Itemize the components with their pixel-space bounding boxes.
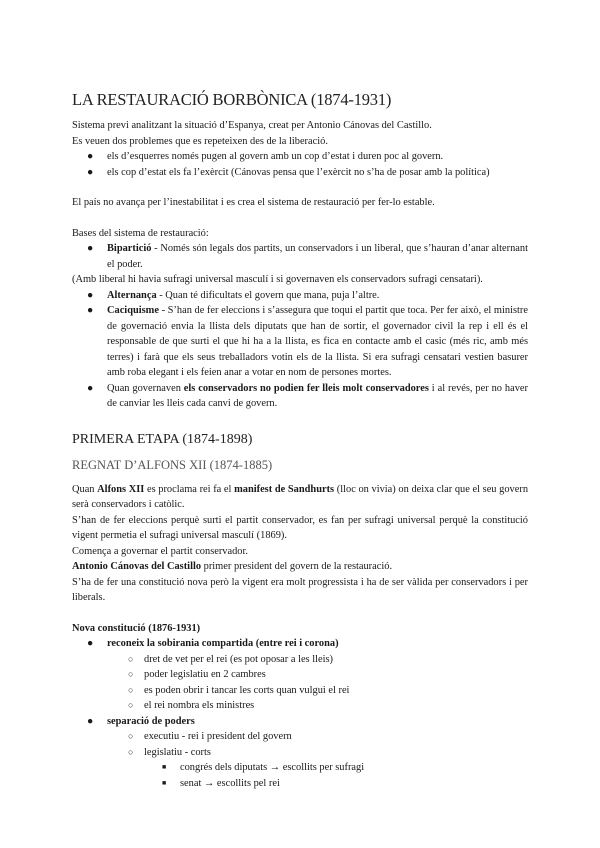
- bases-list: [72, 241, 528, 272]
- bullet-icon: ●: [87, 243, 94, 254]
- alfons-paragraph: Quan Alfons XII es proclama rei fa el manifest de Sandhurts (lloc on vivia) on deixa clar que el seu govern serà conservadors i catòlic.: [72, 483, 529, 510]
- elections-paragraph: S’han de fer eleccions perquè surti el partit conservador, es fan per sufragi universal perquè la constitució vigent permetia el sufragi universal masculí (1869).: [72, 514, 528, 541]
- instability-paragraph: El país no avança per l’inestabilitat i es crea el sistema de restauració per fer-lo estable.: [72, 197, 435, 208]
- subsection-title: REGNAT D’ALFONS XII (1874-1885): [72, 457, 273, 472]
- list-item-bipartidisme: ● Bipartició - Només són legals dos partits, un conservadors i un liberal, que s’hauran d’anar alternant el poder.: [87, 243, 528, 270]
- circle-bullet-icon: ○: [128, 669, 134, 679]
- circle-bullet-icon: ○: [128, 731, 134, 741]
- list-item: ○ executiu - rei i president del govern: [72, 729, 528, 745]
- nova-constitucio-heading: Nova constitució (1876-1931): [72, 622, 201, 634]
- document-page: [72, 90, 528, 791]
- square-bullet-icon: ■: [162, 763, 167, 771]
- list-item: ● els d’esquerres només pugen al govern amb un cop d’estat i duren poc al govern.: [72, 149, 528, 165]
- list-item-separacio: ● separació de poders: [72, 714, 528, 730]
- bullet-icon: ●: [87, 305, 94, 316]
- intro-line-1: Sistema previ analitzant la situació d’Espanya, creat per Antonio Cánovas del Castillo.: [72, 120, 432, 131]
- bullet-icon: ●: [87, 715, 94, 727]
- comenca-paragraph: Comença a governar el partit conservador.: [72, 545, 248, 557]
- circle-bullet-icon: ○: [128, 700, 134, 710]
- liberal-note: (Amb liberal hi havia sufragi universal masculí i si governaven els conservadors sufragi censatari).: [72, 274, 483, 285]
- bullet-icon: ●: [87, 166, 94, 178]
- list-item: ○ el rei nombra els ministres: [72, 698, 528, 714]
- circle-bullet-icon: ○: [128, 684, 134, 695]
- intro-line-2: Es veuen dos problemes que es repeteixen des de la liberació.: [72, 135, 328, 147]
- list-item: ■ congrés dels diputats → escollits per sufragi: [72, 760, 528, 776]
- canovas-paragraph: Antonio Cánovas del Castillo primer president del govern de la restauració.: [72, 561, 393, 572]
- list-item-caciquisme: ● Caciquisme - S’han de fer eleccions i s’assegura que toqui el partit que toca. Per fer això, el ministre de governació envia la llista dels diputats que han de sortir, el governador civil la rep i ell és el responsable de que surti el que hi ha a la llista, es fica en contacte amb el casic (més ric, amb més terres) i farà que els seus treballadors votin els de la llista. Si era sufragi censatari vestien basurer amb roba elegant i els feien anar a votar en nom de persones mortes.: [87, 305, 528, 378]
- circle-bullet-icon: ○: [128, 746, 134, 757]
- list-item: ○ dret de vet per el rei (es pot oposar a les lleis): [72, 652, 528, 668]
- list-item-conservadors: ● Quan governaven els conservadors no podien fer lleis molt conservadores i al revés, per no haver de canviar les lleis cada canvi de govern.: [87, 382, 528, 409]
- section-title: PRIMERA ETAPA (1874-1898): [72, 431, 253, 447]
- list-item: ○ es poden obrir i tancar les corts quan vulgui el rei: [72, 683, 528, 699]
- bullet-icon: ●: [87, 151, 94, 162]
- bullet-icon: ●: [87, 382, 94, 394]
- bullet-icon: ●: [87, 289, 94, 301]
- square-bullet-icon: ■: [162, 778, 167, 787]
- page-title: LA RESTAURACIÓ BORBÒNICA (1874-1931): [72, 90, 392, 109]
- list-item: ○ poder legislatiu en 2 cambres: [72, 667, 528, 683]
- list-item: ○ legislatiu - corts: [72, 745, 528, 761]
- bullet-icon: ●: [87, 638, 94, 649]
- bases-list-2: [72, 288, 528, 412]
- constitucio-paragraph: S’ha de fer una constitució nova però la vigent era molt progressista i ha de ser vàlida per conservadors i per liberals.: [72, 576, 528, 603]
- intro-bullet-list: [72, 149, 528, 180]
- circle-bullet-icon: ○: [128, 653, 134, 664]
- list-item: ● els cop d’estat els fa l’exèrcit (Cánovas pensa que l’exèrcit no s’ha de posar amb la política): [72, 165, 528, 181]
- list-item-alternanca: ● Alternança - Quan té dificultats el govern que mana, puja l’altre.: [72, 288, 528, 304]
- list-item: ■ senat → escollits pel rei: [72, 776, 528, 792]
- constitucio-list: [72, 636, 528, 791]
- bases-heading: Bases del sistema de restauració:: [72, 227, 209, 239]
- list-item-sobirania: ● reconeix la sobirania compartida (entre rei i corona): [72, 636, 528, 652]
